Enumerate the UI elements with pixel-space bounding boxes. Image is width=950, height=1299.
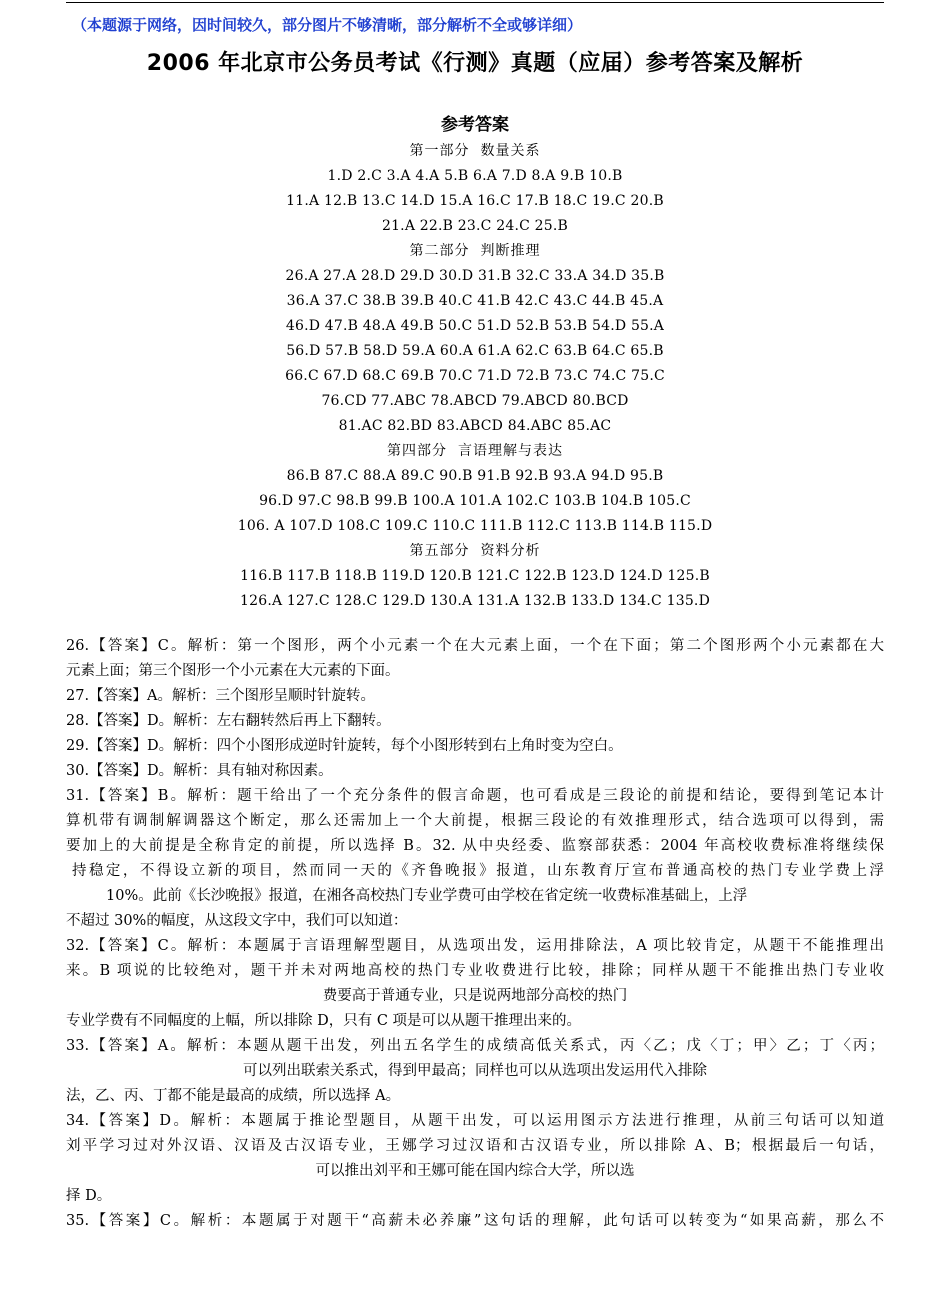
- explanation-line: 刘平学习过对外汉语、汉语及古汉语专业，王娜学习过汉语和古汉语专业，所以排除 A、B；根据最后一句话，: [66, 1138, 884, 1154]
- answer-row: 81.AC 82.BD 83.ABCD 84.ABC 85.AC: [338, 418, 612, 434]
- answer-row: 86.B 87.C 88.A 89.C 90.B 91.B 92.B 93.A 94.D 95.B: [286, 468, 664, 484]
- explanation-line: 持稳定，不得设立新的项目，然而同一天的《齐鲁晚报》报道，山东教育厅宣布普通高校的热门专业学费上浮: [72, 863, 884, 879]
- answer-row: 36.A 37.C 38.B 39.B 40.C 41.B 42.C 43.C 44.B 45.A: [286, 293, 664, 309]
- section-heading: 第二部分 判断推理: [409, 243, 541, 259]
- explanation-line: 30.【答案】D。解析：具有轴对称因素。: [66, 763, 333, 779]
- explanation-line: 可以列出联索关系式，得到甲最高；同样也可以从选项出发运用代入排除: [243, 1063, 707, 1079]
- answer-row: 21.A 22.B 23.C 24.C 25.B: [381, 218, 569, 234]
- answer-row: 96.D 97.C 98.B 99.B 100.A 101.A 102.C 103.B 104.B 105.C: [259, 493, 691, 509]
- answer-row: 126.A 127.C 128.C 129.D 130.A 131.A 132.B 133.D 134.C 135.D: [240, 593, 710, 609]
- answer-row: 1.D 2.C 3.A 4.A 5.B 6.A 7.D 8.A 9.B 10.B: [327, 168, 623, 184]
- explanation-line: 32.【答案】C。解析：本题属于言语理解型题目，从选项出发，运用排除法，A 项比较肯定，从题干不能推理出: [66, 938, 884, 954]
- explanation-line: 专业学费有不同幅度的上幅，所以排除 D，只有 C 项是可以从题干推理出来的。: [66, 1013, 582, 1029]
- answer-key-heading: 参考答案: [441, 115, 509, 135]
- explanation-line: 择 D。: [66, 1188, 112, 1204]
- explanation-line: 28.【答案】D。解析：左右翻转然后再上下翻转。: [66, 713, 391, 729]
- answer-row: 11.A 12.B 13.C 14.D 15.A 16.C 17.B 18.C 19.C 20.B: [286, 193, 664, 209]
- explanation-line: 27.【答案】A。解析：三个图形呈顺时针旋转。: [66, 688, 376, 704]
- explanation-line: 26.【答案】C。解析：第一个图形，两个小元素一个在大元素上面，一个在下面；第二个图形两个小元素都在大: [66, 638, 884, 654]
- section-heading: 第一部分 数量关系: [409, 143, 541, 159]
- explanation-line: 算机带有调制解调器这个断定，那么还需加上一个大前提，根据三段论的有效推理形式，结合选项可以得到，需: [66, 813, 884, 829]
- explanation-line: 来。B 项说的比较绝对，题干并未对两地高校的热门专业收费进行比较，排除；同样从题干不能推出热门专业收: [66, 963, 884, 979]
- explanation-line: 10%。此前《长沙晚报》报道，在湘各高校热门专业学费可由学校在省定统一收费标准基础上，上浮: [106, 888, 748, 904]
- section-heading: 第五部分 资料分析: [409, 543, 541, 559]
- page-title: 2006 年北京市公务员考试《行测》真题（应届）参考答案及解析: [146, 51, 804, 76]
- explanation-line: 要加上的大前提是全称肯定的前提，所以选择 B。32. 从中央经委、监察部获悉：2004 年高校收费标准将继续保: [66, 838, 884, 854]
- answer-row: 116.B 117.B 118.B 119.D 120.B 121.C 122.B 123.D 124.D 125.B: [240, 568, 710, 584]
- top-rule: [66, 2, 884, 3]
- answer-row: 66.C 67.D 68.C 69.B 70.C 71.D 72.B 73.C 74.C 75.C: [285, 368, 665, 384]
- source-notice: （本题源于网络，因时间较久，部分图片不够清晰，部分解析不全或够详细）: [72, 16, 583, 34]
- explanation-line: 31.【答案】B。解析：题干给出了一个充分条件的假言命题，也可看成是三段论的前提和结论，要得到笔记本计: [66, 788, 884, 804]
- section-heading: 第四部分 言语理解与表达: [387, 443, 563, 459]
- explanation-line: 29.【答案】D。解析：四个小图形成逆时针旋转，每个小图形转到右上角时变为空白。: [66, 738, 623, 754]
- answer-key-lines: [0, 139, 950, 614]
- explanation-line: 33.【答案】A。解析：本题从题干出发，列出五名学生的成绩高低关系式，丙〈乙；戊〈丁；甲〉乙；丁〈丙；: [66, 1038, 884, 1054]
- answer-key: [0, 112, 950, 614]
- explanation-line: 元素上面；第三个图形一个小元素在大元素的下面。: [66, 663, 400, 679]
- answer-row: 26.A 27.A 28.D 29.D 30.D 31.B 32.C 33.A 34.D 35.B: [285, 268, 665, 284]
- answer-row: 56.D 57.B 58.D 59.A 60.A 61.A 62.C 63.B 64.C 65.B: [286, 343, 664, 359]
- explanations: [66, 634, 884, 1234]
- answer-row: 106. A 107.D 108.C 109.C 110.C 111.B 112.C 113.B 114.B 115.D: [237, 518, 713, 534]
- explanation-line: 可以推出刘平和王娜可能在国内综合大学，所以选: [315, 1163, 635, 1179]
- explanation-line: 法，乙、丙、丁都不能是最高的成绩，所以选择 A。: [66, 1088, 401, 1104]
- answer-row: 76.CD 77.ABC 78.ABCD 79.ABCD 80.BCD: [321, 393, 629, 409]
- explanation-line: 不超过 30%的幅度，从这段文字中，我们可以知道：: [66, 913, 408, 929]
- explanation-line: 34.【答案】D。解析：本题属于推论型题目，从题干出发，可以运用图示方法进行推理，从前三句话可以知道: [66, 1113, 884, 1129]
- explanation-line: 35.【答案】C。解析：本题属于对题干“高薪未必养廉”这句话的理解，此句话可以转变为“如果高薪，那么不: [66, 1213, 884, 1229]
- explanation-line: 费要高于普通专业，只是说两地部分高校的热门: [322, 988, 628, 1004]
- answer-row: 46.D 47.B 48.A 49.B 50.C 51.D 52.B 53.B 54.D 55.A: [285, 318, 665, 334]
